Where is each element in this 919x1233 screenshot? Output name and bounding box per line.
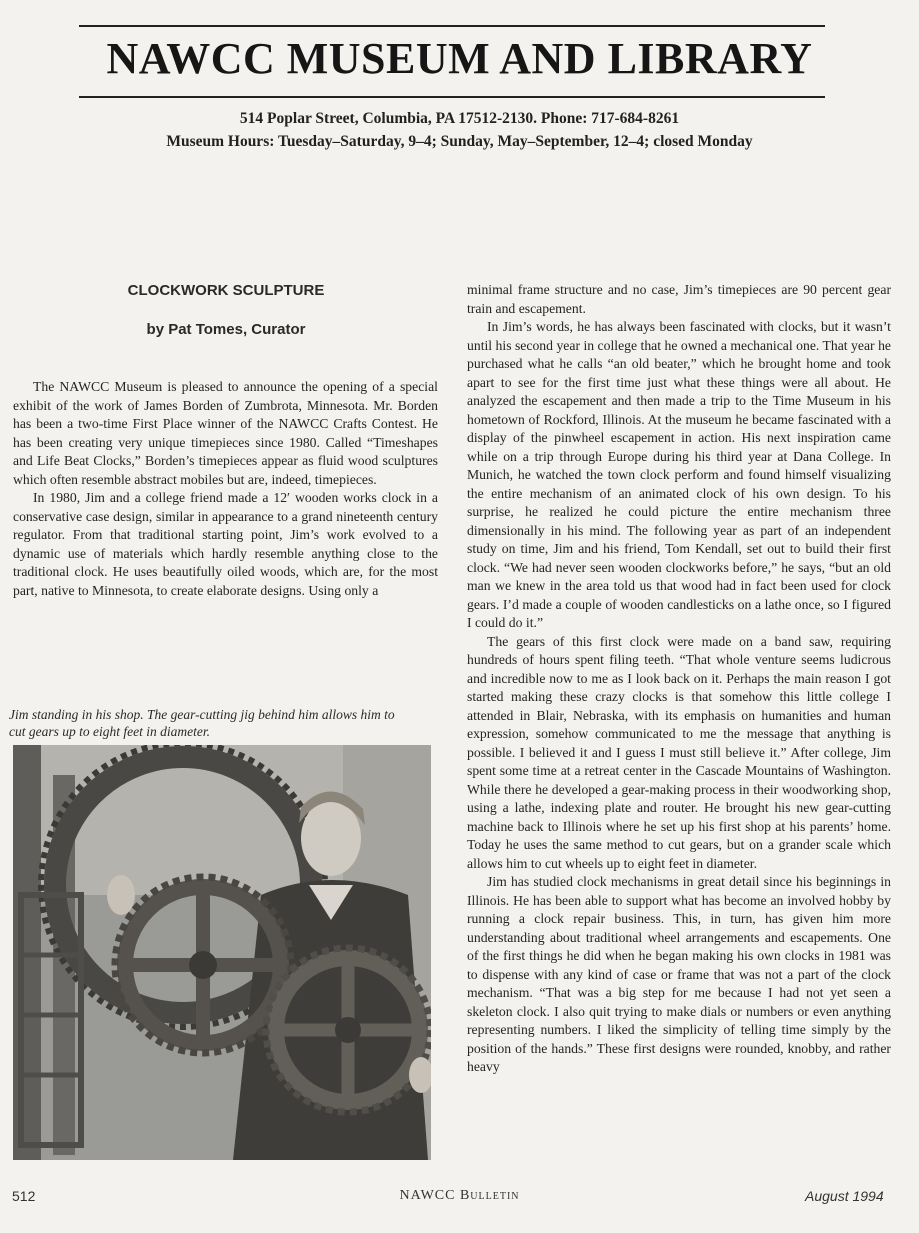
paragraph: In Jim’s words, he has always been fascinated with clocks, but it wasn’t until his second year in college that he owned a mechanical one. That year he purchased what he calls “an old beater,” which he brought home and took apart to see for the first time just what these things were all about. He analyzed the escapement and then made a trip to the Time Museum in his hometown of Rockford, Illinois. At the museum he became fascinated with a display of the pinwheel escapement in action. His next inspiration came while on a trip through Europe during his third year at Dana College. In Munich, he watched the town clock perform and found himself visualizing the entire mechanism of an animated clock of his own design. To his surprise, he realized he could picture the entire mechanism three dimensionally in his mind. The following year as part of an independent study on time, Jim and his friend, Tom Kendall, set out to build their first clock. “We had never seen wooden clockworks before,” he says, “but an old man we knew in the area told us that wood had in fact been used for clock gears. I’d made a couple of wooden candlesticks on a lathe once, so I figured I could do it.” — [467, 319, 891, 630]
masthead-title: NAWCC MUSEUM AND LIBRARY — [106, 34, 813, 83]
page-number: 512 — [12, 1188, 36, 1204]
issue-date: August 1994 — [805, 1188, 884, 1204]
museum-address: 514 Poplar Street, Columbia, PA 17512-2130. Phone: 717-684-8261 — [239, 110, 680, 127]
article-title: CLOCKWORK SCULPTURE — [127, 282, 325, 299]
photo-caption: Jim standing in his shop. The gear-cutting jig behind him allows him to cut gears up to eight feet in diameter. — [9, 707, 395, 739]
left-column — [13, 378, 438, 600]
paragraph: The NAWCC Museum is pleased to announce the opening of a special exhibit of the work of James Borden of Zumbrota, Minnesota. Mr. Borden has been a two-time First Place winner of the NAWCC Crafts Contest. He has been creating very unique timepieces since 1980. Called “Timeshapes and Life Beat Clocks,” Borden’s timepieces appear as fluid wood sculptures which often resemble abstract mobiles but are, indeed, timepieces. — [13, 379, 438, 487]
photo-illustration — [13, 745, 431, 1160]
article-byline: by Pat Tomes, Curator — [146, 321, 306, 338]
museum-hours: Museum Hours: Tuesday–Saturday, 9–4; Sunday, May–September, 12–4; closed Monday — [166, 133, 753, 150]
photo-man-with-wooden-gears — [13, 745, 431, 1160]
masthead-rule — [79, 96, 825, 98]
paragraph: The gears of this first clock were made on a band saw, requiring hundreds of hours spent filing teeth. “That whole venture seems ludicrous and incredible now to me as I look back on it. Perhaps the main reason I got started making these crazy clocks is that somehow this little college I attended in Blair, Nebraska, with its emphasis on humanities and human expression, somehow communicated to me the message that anything is possible. I believed it and I guess I must still believe it.” After college, Jim spent some time at a retreat center in the Cascade Mountains of Washington. While there he developed a gear-making process in their woodworking shop, using a lathe, indexing plate and router. He brought his new gear-cutting machine back to Illinois where he set up his first shop at his parents’ home. Today he uses the same method to cut gears, but on a grander scale which allows him to cut wheels up to eight feet in diameter. — [467, 633, 891, 871]
top-rule — [79, 25, 825, 27]
paragraph: Jim has studied clock mechanisms in great detail since his beginnings in Illinois. He has been able to support what has become an involved hobby by running a clock repair business. This, in turn, has given him more understanding about traditional wheel arrangements and escapements. One of the first things he did when he began making his own clocks in 1981 was to dispense with any kind of case or frame that was not a part of the clock mechanism. “That was a big step for me because I had not yet seen a skeleton clock. I also quit trying to make dials or numbers or even anything representing numbers. I liked the simplicity of telling time simply by the position of the hands.” These first designs were rounded, knobby, and rather heavy — [467, 874, 891, 1074]
right-column — [467, 281, 891, 1077]
paragraph-continuation: minimal frame structure and no case, Jim’s timepieces are 90 percent gear train and escapement. — [467, 282, 891, 316]
paragraph: In 1980, Jim and a college friend made a 12′ wooden works clock in a conservative case design, similar in appearance to a grand nineteenth century regulator. From that traditional starting point, Jim’s work evolved to a dynamic use of materials which hardly resemble anything close to the traditional clock. He uses beautifully oiled woods, which are, for the most part, native to Minnesota, to create elaborate designs. Using only a — [13, 490, 438, 598]
publication-name: NAWCC Bulletin — [399, 1188, 520, 1203]
